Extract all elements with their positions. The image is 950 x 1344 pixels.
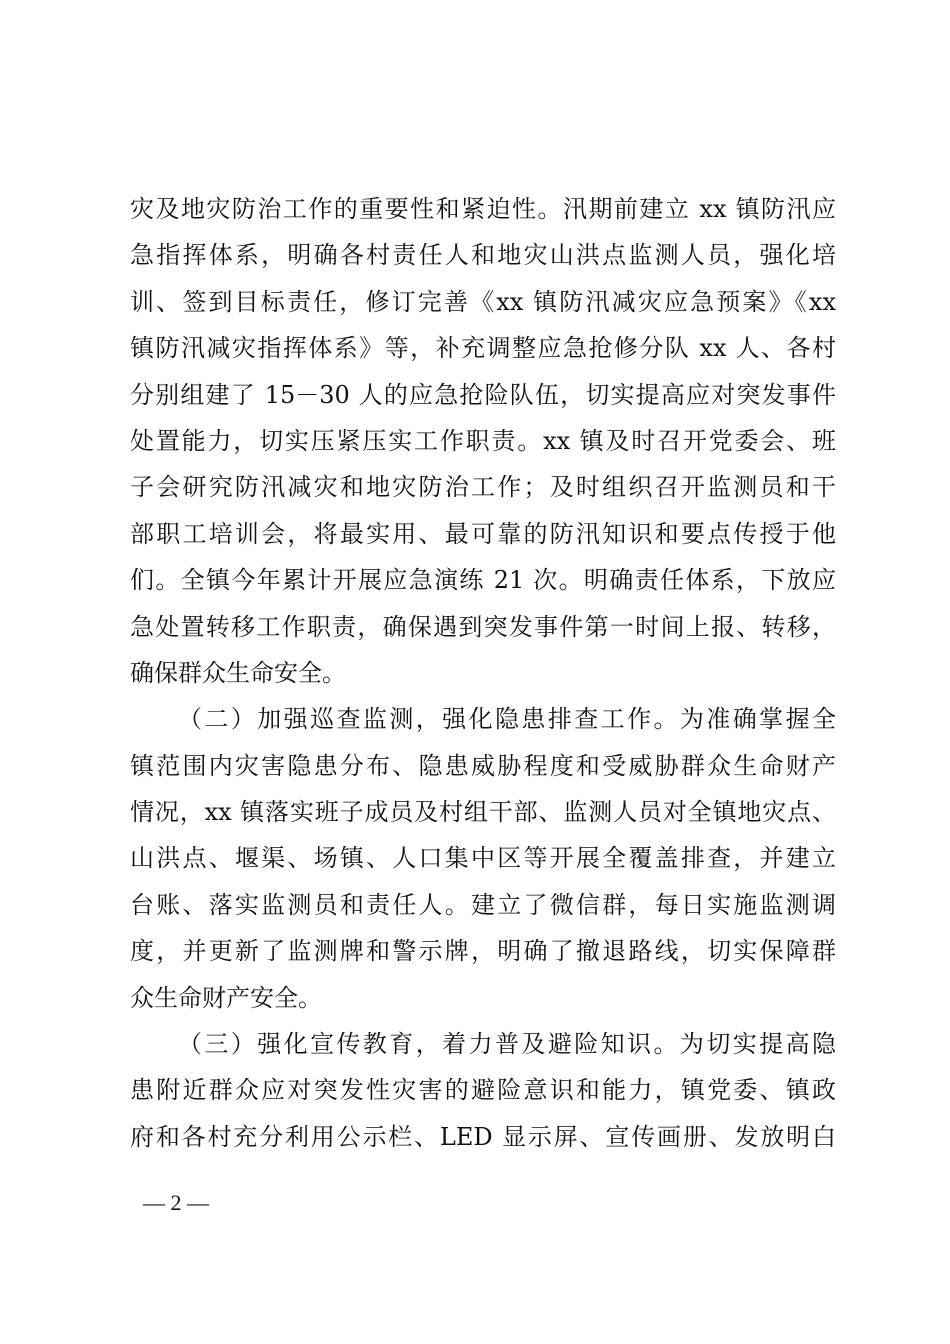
text-line: 急指挥体系，明确各村责任人和地灾山洪点监测人员，强化培	[130, 241, 836, 270]
text-line: 们。全镇今年累计开展应急演练 21 次。明确责任体系，下放应	[130, 566, 836, 595]
text-line: 分别组建了 15－30 人的应急抢险队伍，切实提高应对突发事件	[130, 380, 836, 409]
page-number: — 2 —	[143, 1190, 209, 1215]
text-run: 为切实提高隐	[679, 1030, 837, 1059]
text-line: 情况，xx 镇落实班子成员及村组干部、监测人员对全镇地灾点、	[130, 798, 836, 827]
text-line: 众生命财产安全。	[130, 983, 322, 1012]
text-line: 处置能力，切实压紧压实工作职责。xx 镇及时召开党委会、班	[130, 426, 836, 455]
body-text	[130, 186, 836, 1160]
section-heading-inspection: （二）加强巡查监测，强化隐患排查工作。	[178, 705, 680, 734]
text-line: 灾及地灾防治工作的重要性和紧迫性。汛期前建立 xx 镇防汛应	[130, 195, 836, 223]
text-run: 为准确掌握全	[679, 705, 837, 734]
text-line: 急处置转移工作职责，确保遇到突发事件第一时间上报、转移，	[130, 612, 836, 641]
text-line: 训、签到目标责任，修订完善《xx 镇防汛减灾应急预案》《xx	[130, 287, 836, 316]
text-line: 台账、落实监测员和责任人。建立了微信群，每日实施监测调	[130, 890, 836, 919]
text-line: 部职工培训会，将最实用、最可靠的防汛知识和要点传授于他	[130, 519, 836, 548]
text-line: 镇范围内灾害隐患分布、隐患威胁程度和受威胁群众生命财产	[130, 751, 836, 780]
text-line: 镇防汛减灾指挥体系》等，补充调整应急抢修分队 xx 人、各村	[130, 334, 836, 363]
text-line: 患附近群众应对突发性灾害的避险意识和能力，镇党委、镇政	[130, 1076, 836, 1105]
text-line: 确保群众生命安全。	[130, 658, 346, 687]
text-line: 子会研究防汛减灾和地灾防治工作；及时组织召开监测员和干	[130, 473, 836, 502]
text-line: 度，并更新了监测牌和警示牌，明确了撤退路线，切实保障群	[130, 937, 836, 966]
paragraph-heading-line	[130, 696, 836, 742]
paragraph-heading-line	[130, 1021, 836, 1067]
text-line: 山洪点、堰渠、场镇、人口集中区等开展全覆盖排查，并建立	[130, 844, 836, 873]
text-line: 府和各村充分利用公示栏、LED 显示屏、宣传画册、发放明白	[130, 1122, 836, 1151]
section-heading-publicity: （三）强化宣传教育，着力普及避险知识。	[178, 1030, 680, 1059]
